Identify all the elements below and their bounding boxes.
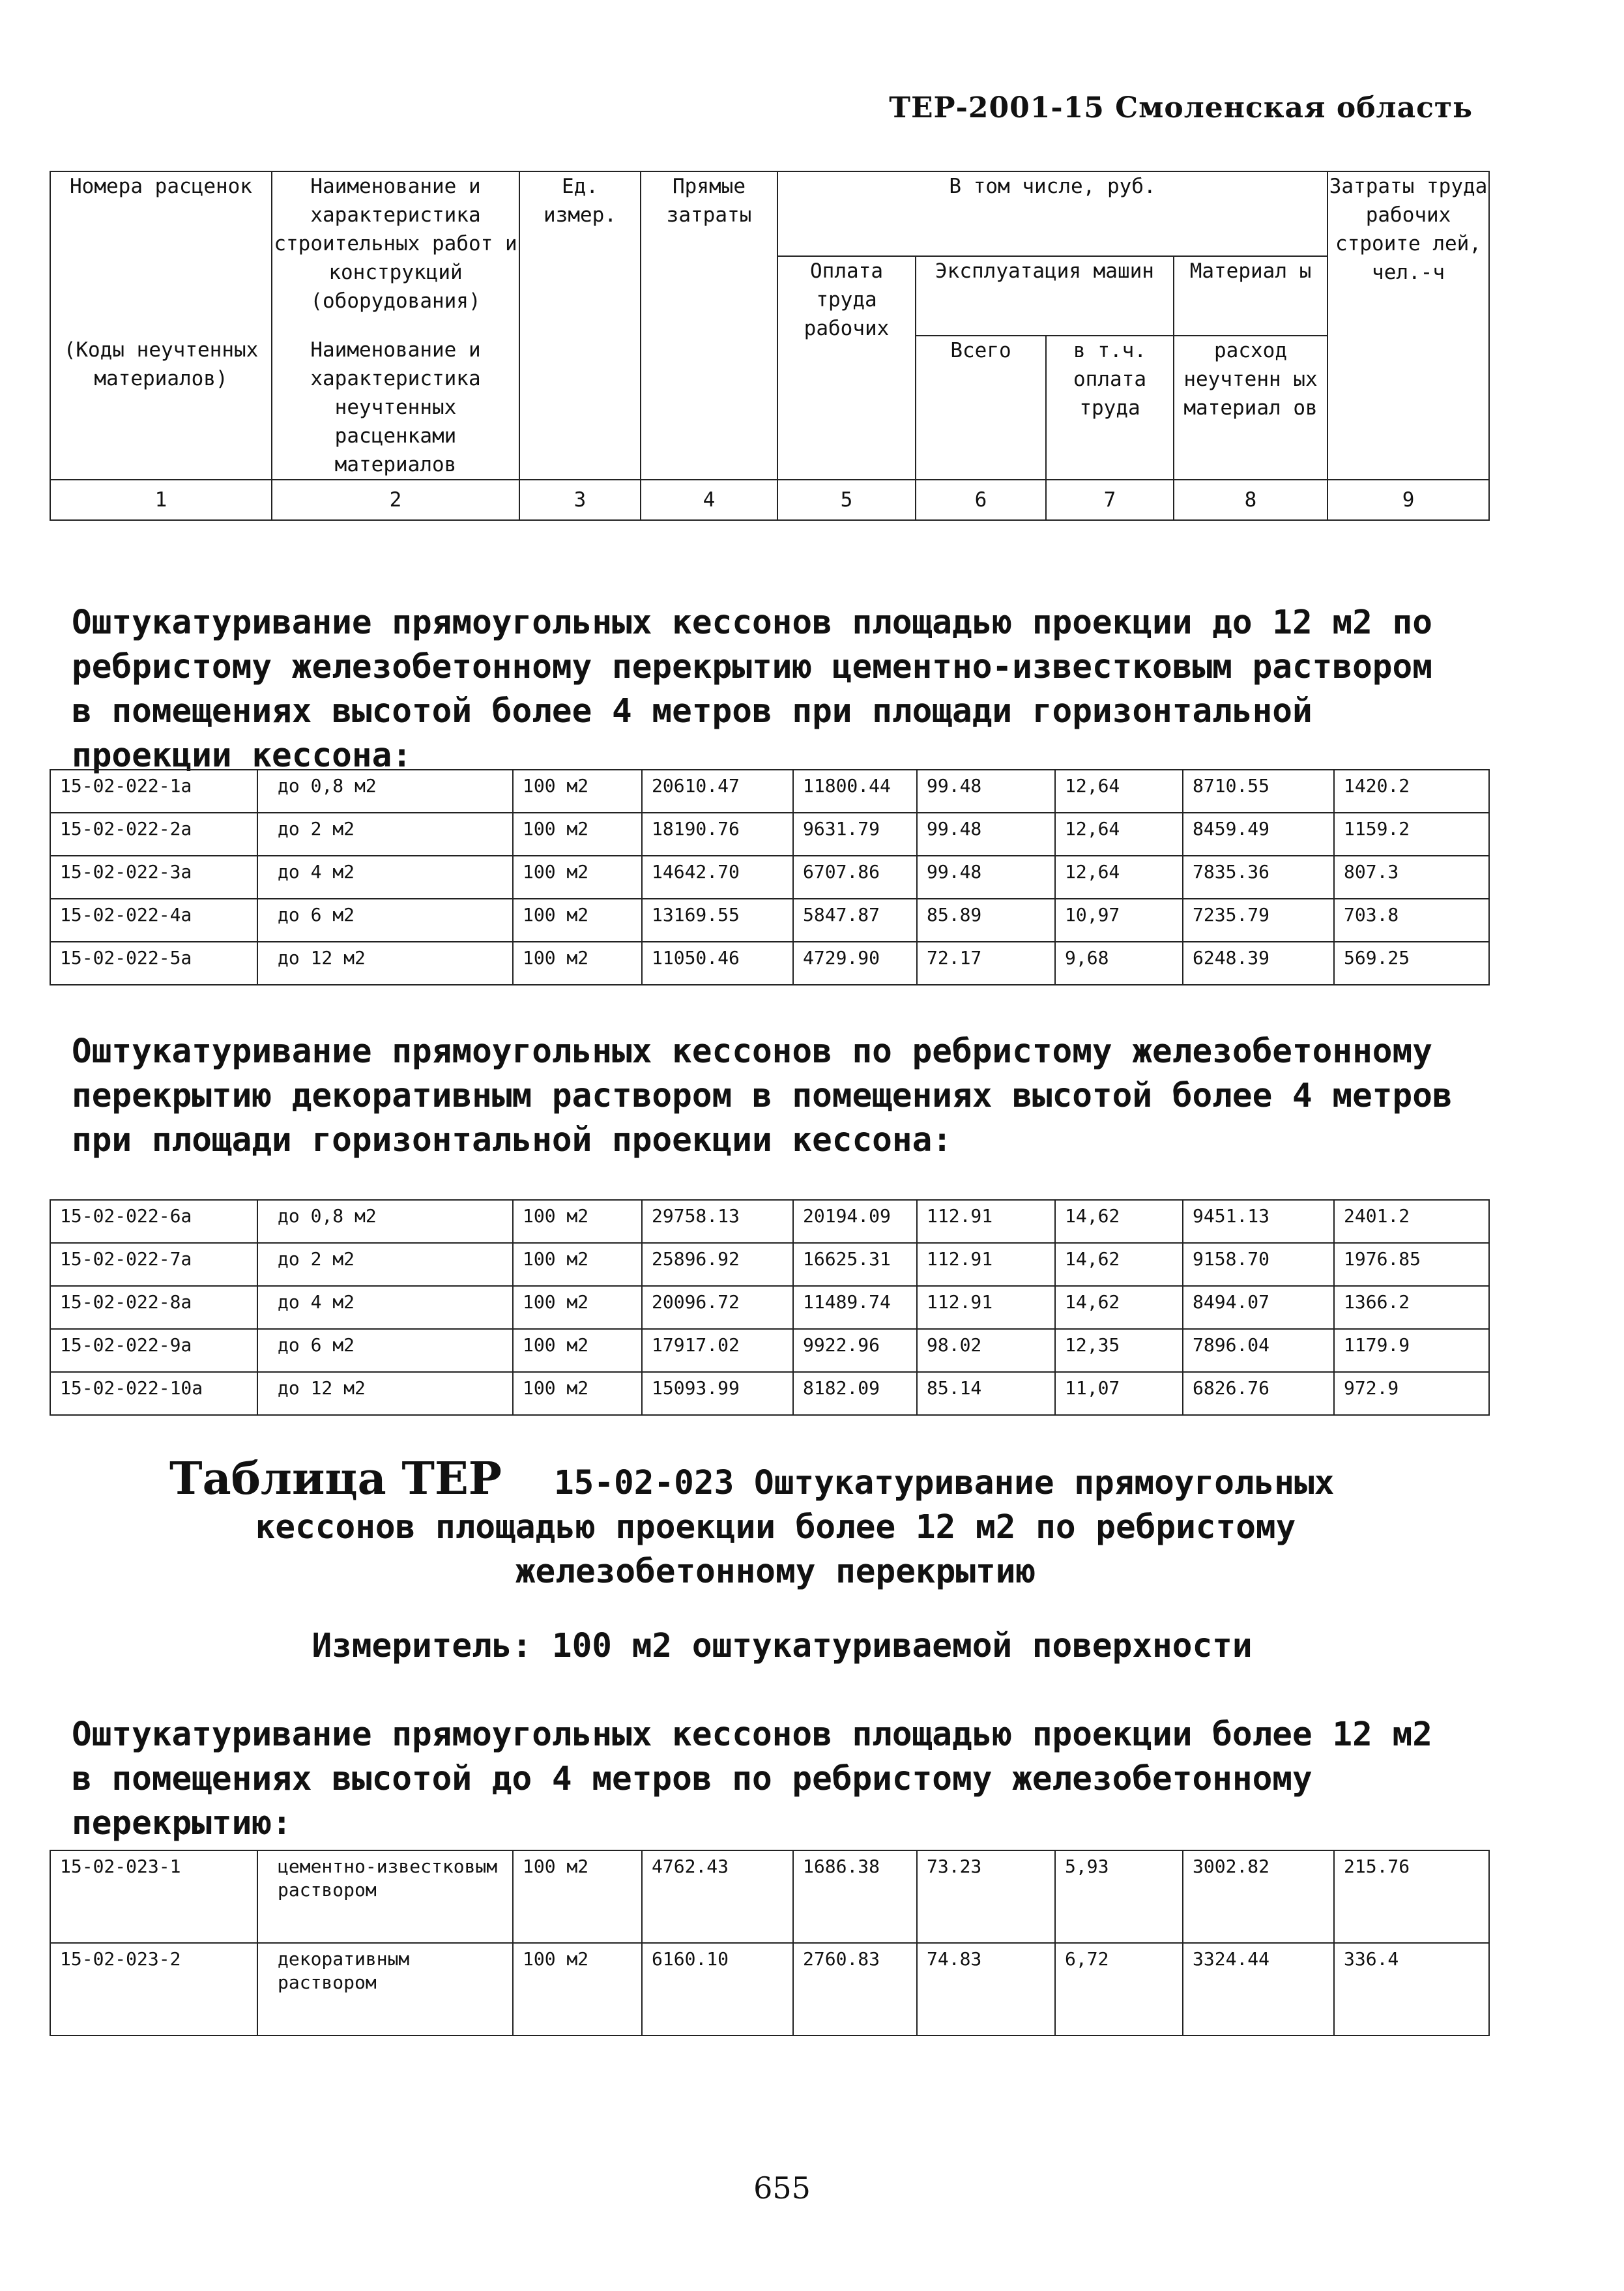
table-023-title-line1: 15-02-023 Оштукатуривание прямоугольных (553, 1464, 1335, 1502)
table-cell: 14642.70 (642, 856, 793, 899)
table-cell: 3002.82 (1183, 1850, 1334, 1943)
header-table (50, 171, 1490, 521)
table-cell: 112.91 (917, 1243, 1055, 1286)
table-cell: до 12 м2 (257, 942, 513, 985)
col-number: 2 (272, 480, 519, 520)
table-cell: 807.3 (1334, 856, 1489, 899)
table-cell: до 2 м2 (257, 813, 513, 856)
table-cell: 15-02-023-2 (50, 1943, 257, 2036)
table-cell: 10,97 (1055, 899, 1183, 942)
table-cell: до 6 м2 (257, 899, 513, 942)
header-materials-consumption: расход неучтенн ых материал ов (1174, 336, 1327, 480)
table-row (50, 899, 1489, 942)
table-cell: 15-02-023-1 (50, 1850, 257, 1943)
table-cell: 6826.76 (1183, 1372, 1334, 1415)
table-cell: 100 м2 (513, 813, 642, 856)
table-cell: 100 м2 (513, 1243, 642, 1286)
header-labor-hours: Затраты труда рабочих строите лей, чел.-ч (1327, 171, 1489, 480)
header-machines: Эксплуатация машин (916, 256, 1174, 336)
table-cell: 14,62 (1055, 1286, 1183, 1329)
table-row (50, 1372, 1489, 1415)
table-023-title-line3: железобетонному перекрытию (515, 1553, 1036, 1591)
table-cell: 2401.2 (1334, 1200, 1489, 1243)
table-row (50, 942, 1489, 985)
table-cell: 4762.43 (642, 1850, 793, 1943)
page-header: ТЕР-2001-15 Смоленская область (889, 91, 1473, 124)
table-023-title-line2: кессонов площадью проекции более 12 м2 по ребристому (255, 1508, 1296, 1547)
col-number: 4 (641, 480, 777, 520)
table-row (50, 1243, 1489, 1286)
table-cell: 9158.70 (1183, 1243, 1334, 1286)
table-cell: 9631.79 (793, 813, 917, 856)
header-name-unaccounted: Наименование и характеристика неучтенных расценками материалов (272, 336, 519, 480)
table-cell: 20610.47 (642, 770, 793, 813)
col-number: 6 (916, 480, 1046, 520)
table-cell: 336.4 (1334, 1943, 1489, 2036)
table-cell: 12,64 (1055, 813, 1183, 856)
table-cell: 15-02-022-3а (50, 856, 257, 899)
table-row (50, 1286, 1489, 1329)
table-023-label: Таблица ТЕР (169, 1453, 502, 1505)
table-cell: 1420.2 (1334, 770, 1489, 813)
col-number: 5 (777, 480, 916, 520)
col-number: 9 (1327, 480, 1489, 520)
table-cell: 20096.72 (642, 1286, 793, 1329)
table-cell: 100 м2 (513, 1286, 642, 1329)
table-cell: 99.48 (917, 770, 1055, 813)
table-cell: 7896.04 (1183, 1329, 1334, 1372)
table-cell: до 12 м2 (257, 1372, 513, 1415)
table-cell: до 4 м2 (257, 1286, 513, 1329)
table-cell: 15-02-022-2а (50, 813, 257, 856)
table-cell: 2760.83 (793, 1943, 917, 2036)
table-cell: 5,93 (1055, 1850, 1183, 1943)
table-cell: декоративным раствором (257, 1943, 513, 2036)
table-cell: 98.02 (917, 1329, 1055, 1372)
table-cell: 1976.85 (1334, 1243, 1489, 1286)
table-cell: 9451.13 (1183, 1200, 1334, 1243)
table-cell: 15-02-022-1а (50, 770, 257, 813)
section-1-table (50, 769, 1490, 985)
table-cell: 8710.55 (1183, 770, 1334, 813)
table-cell: 20194.09 (793, 1200, 917, 1243)
table-cell: 14,62 (1055, 1200, 1183, 1243)
col-number: 1 (50, 480, 272, 520)
header-machines-total: Всего (916, 336, 1046, 480)
header-wages: Оплата труда рабочих (777, 256, 916, 480)
section-3-table (50, 1850, 1490, 2036)
table-cell: 112.91 (917, 1200, 1055, 1243)
table-cell: 5847.87 (793, 899, 917, 942)
table-cell: 16625.31 (793, 1243, 917, 1286)
header-codes: Номера расценок (50, 171, 272, 336)
table-cell: 15-02-022-4а (50, 899, 257, 942)
table-row (50, 1943, 1489, 2036)
table-cell: 99.48 (917, 856, 1055, 899)
col-number: 3 (519, 480, 641, 520)
table-cell: 25896.92 (642, 1243, 793, 1286)
table-cell: 569.25 (1334, 942, 1489, 985)
table-cell: 99.48 (917, 813, 1055, 856)
table-cell: 72.17 (917, 942, 1055, 985)
table-023-meter: Измеритель: 100 м2 оштукатуриваемой поверхности (312, 1627, 1253, 1665)
header-materials: Материал ы (1174, 256, 1327, 336)
table-cell: 1366.2 (1334, 1286, 1489, 1329)
table-cell: 1686.38 (793, 1850, 917, 1943)
header-direct-costs: Прямые затраты (641, 171, 777, 480)
table-cell: до 4 м2 (257, 856, 513, 899)
table-cell: 74.83 (917, 1943, 1055, 2036)
table-cell: 15-02-022-6а (50, 1200, 257, 1243)
table-cell: 85.89 (917, 899, 1055, 942)
table-cell: 11800.44 (793, 770, 917, 813)
table-cell: 9922.96 (793, 1329, 917, 1372)
header-name: Наименование и характеристика строительных работ и конструкций (оборудования) (272, 171, 519, 336)
table-row (50, 1850, 1489, 1943)
table-row (50, 1329, 1489, 1372)
table-cell: 3324.44 (1183, 1943, 1334, 2036)
section-2-title: Оштукатуривание прямоугольных кессонов по ребристому железобетонному перекрытию декоративным раствором в помещениях высотой более 4 метров при площади горизонтальной проекции кессона: (72, 1032, 1453, 1160)
table-cell: 100 м2 (513, 1329, 642, 1372)
table-cell: 6707.86 (793, 856, 917, 899)
col-number: 8 (1174, 480, 1327, 520)
table-cell: до 0,8 м2 (257, 1200, 513, 1243)
table-cell: 12,64 (1055, 770, 1183, 813)
table-cell: 100 м2 (513, 1943, 642, 2036)
table-cell: 215.76 (1334, 1850, 1489, 1943)
table-cell: 1159.2 (1334, 813, 1489, 856)
table-cell: 100 м2 (513, 856, 642, 899)
page-number: 655 (753, 2170, 811, 2206)
table-row (50, 813, 1489, 856)
table-cell: до 0,8 м2 (257, 770, 513, 813)
table-cell: 8182.09 (793, 1372, 917, 1415)
table-cell: 11050.46 (642, 942, 793, 985)
header-machines-wages: в т.ч. оплата труда (1046, 336, 1174, 480)
table-cell: 15-02-022-8а (50, 1286, 257, 1329)
table-cell: 6160.10 (642, 1943, 793, 2036)
table-cell: 13169.55 (642, 899, 793, 942)
table-cell: 100 м2 (513, 899, 642, 942)
table-cell: 100 м2 (513, 770, 642, 813)
table-cell: 1179.9 (1334, 1329, 1489, 1372)
table-cell: 17917.02 (642, 1329, 793, 1372)
col-number: 7 (1046, 480, 1174, 520)
section-3-title: Оштукатуривание прямоугольных кессонов площадью проекции более 12 м2 в помещениях высотой до 4 метров по ребристому железобетонному перекрытию: (72, 1715, 1432, 1843)
table-cell: 18190.76 (642, 813, 793, 856)
table-cell: 15-02-022-9а (50, 1329, 257, 1372)
section-2-table (50, 1199, 1490, 1416)
table-cell: 7835.36 (1183, 856, 1334, 899)
table-cell: 85.14 (917, 1372, 1055, 1415)
table-row (50, 1200, 1489, 1243)
table-cell: 8494.07 (1183, 1286, 1334, 1329)
table-cell: 29758.13 (642, 1200, 793, 1243)
table-cell: 4729.90 (793, 942, 917, 985)
table-cell: 12,64 (1055, 856, 1183, 899)
table-cell: цементно-известковым раствором (257, 1850, 513, 1943)
table-cell: 6248.39 (1183, 942, 1334, 985)
table-cell: 15-02-022-7а (50, 1243, 257, 1286)
table-row (50, 856, 1489, 899)
table-cell: до 2 м2 (257, 1243, 513, 1286)
table-cell: 100 м2 (513, 942, 642, 985)
table-cell: 11489.74 (793, 1286, 917, 1329)
table-cell: 8459.49 (1183, 813, 1334, 856)
table-cell: 703.8 (1334, 899, 1489, 942)
table-cell: 15093.99 (642, 1372, 793, 1415)
table-row (50, 770, 1489, 813)
table-cell: 7235.79 (1183, 899, 1334, 942)
table-cell: 100 м2 (513, 1850, 642, 1943)
header-group: В том числе, руб. (777, 171, 1327, 256)
table-cell: 15-02-022-10а (50, 1372, 257, 1415)
table-cell: 15-02-022-5а (50, 942, 257, 985)
table-cell: 12,35 (1055, 1329, 1183, 1372)
table-cell: 100 м2 (513, 1200, 642, 1243)
header-unit: Ед. измер. (519, 171, 641, 480)
table-cell: 972.9 (1334, 1372, 1489, 1415)
table-cell: 73.23 (917, 1850, 1055, 1943)
table-cell: 14,62 (1055, 1243, 1183, 1286)
table-cell: 112.91 (917, 1286, 1055, 1329)
header-codes-unaccounted: (Коды неучтенных материалов) (50, 336, 272, 480)
section-1-title: Оштукатуривание прямоугольных кессонов площадью проекции до 12 м2 по ребристому железобетонному перекрытию цементно-известковым раствором в помещениях высотой более 4 метров при площади горизонтальной проекции кессона: (72, 604, 1432, 775)
table-cell: 11,07 (1055, 1372, 1183, 1415)
table-cell: до 6 м2 (257, 1329, 513, 1372)
table-023-heading (169, 1453, 1447, 1594)
table-cell: 9,68 (1055, 942, 1183, 985)
table-cell: 6,72 (1055, 1943, 1183, 2036)
table-cell: 100 м2 (513, 1372, 642, 1415)
